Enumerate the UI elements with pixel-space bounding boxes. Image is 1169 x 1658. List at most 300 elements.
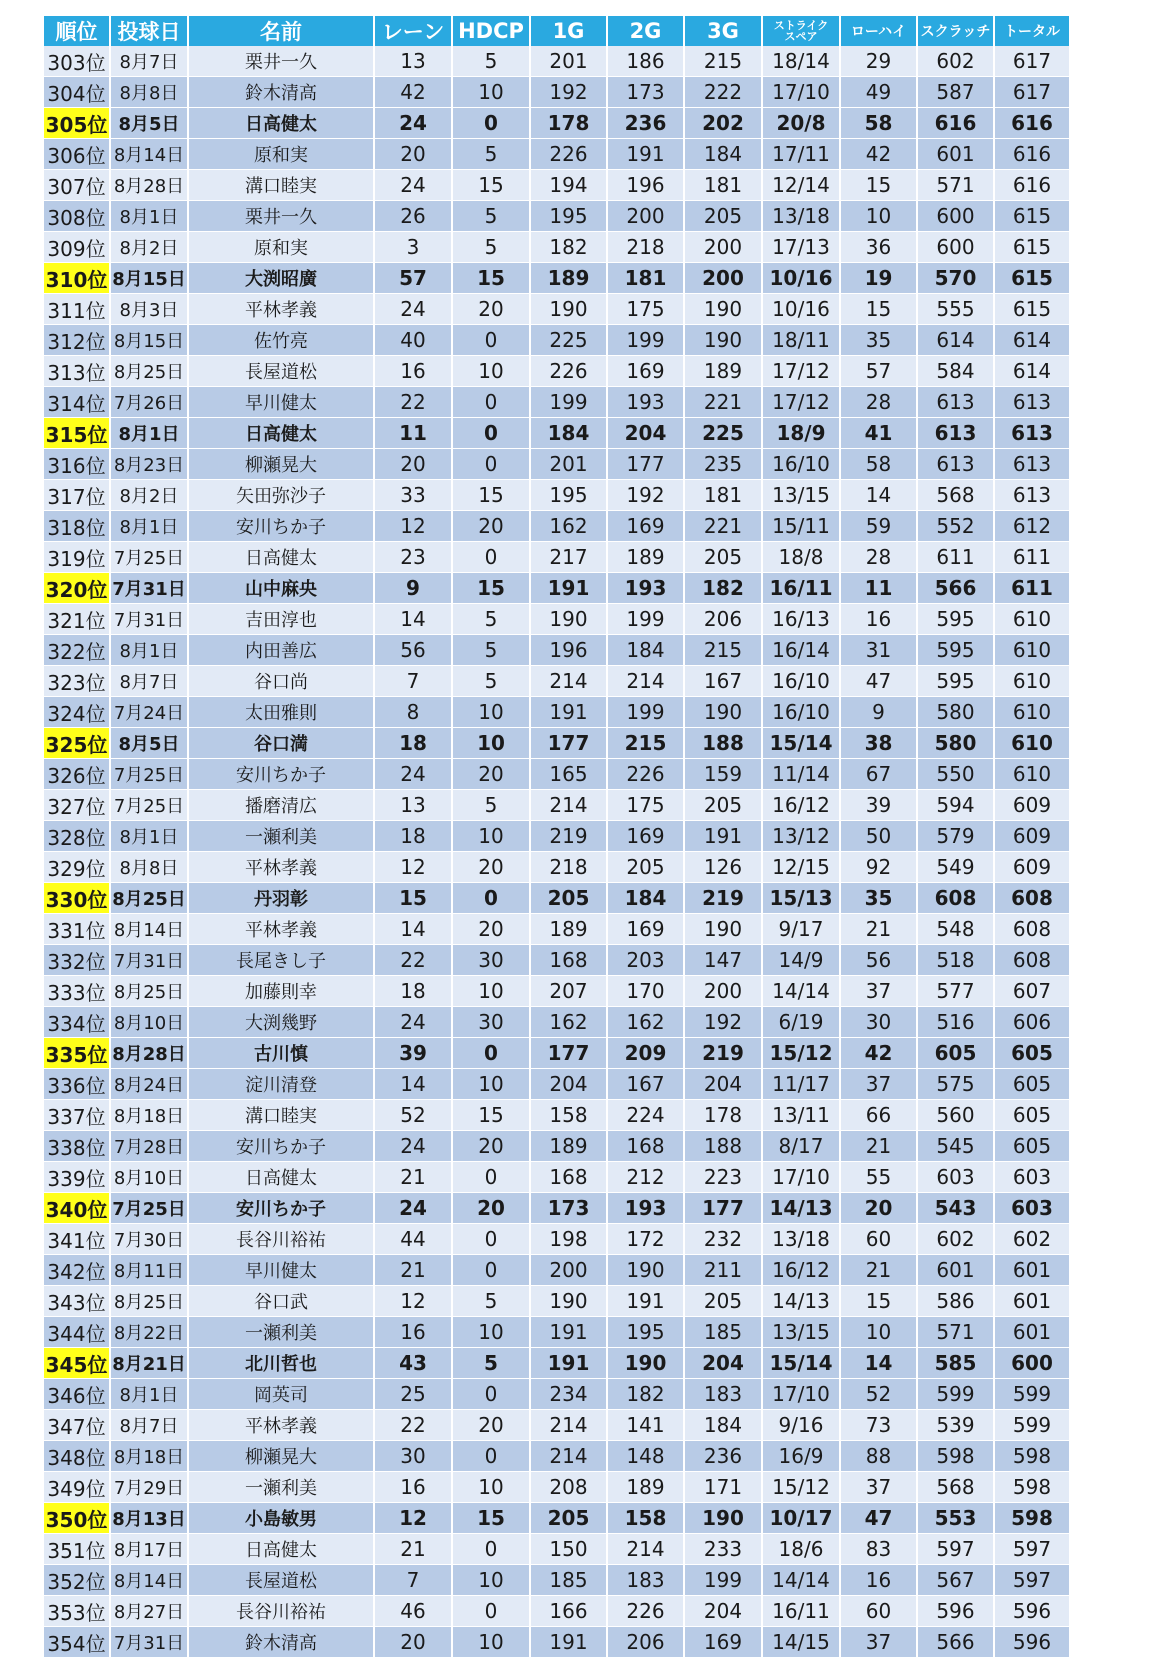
game-2-cell: 148 [607,1441,684,1472]
lane-cell: 21 [374,1255,452,1286]
lane-cell: 22 [374,945,452,976]
scratch-cell: 548 [917,914,994,945]
table-row [44,635,1070,666]
game-1-cell: 195 [530,201,607,232]
hdcp-cell: 0 [452,883,530,914]
lane-cell: 20 [374,139,452,170]
rank-cell: 336位 [44,1069,110,1100]
name-cell: 岡英司 [188,1379,374,1410]
scratch-cell: 571 [917,1317,994,1348]
game-2-cell: 224 [607,1100,684,1131]
scratch-cell: 587 [917,77,994,108]
strike-spare-cell: 9/17 [762,914,840,945]
game-1-cell: 189 [530,1131,607,1162]
table-row [44,232,1070,263]
strike-spare-cell: 16/11 [762,1596,840,1627]
table-row [44,46,1070,77]
name-cell: 内田善広 [188,635,374,666]
total-cell: 596 [994,1596,1070,1627]
low-high-cell: 59 [840,511,917,542]
game-3-cell: 232 [684,1224,762,1255]
strike-spare-cell: 13/18 [762,201,840,232]
game-2-cell: 172 [607,1224,684,1255]
lane-cell: 56 [374,635,452,666]
total-cell: 615 [994,294,1070,325]
game-2-cell: 192 [607,480,684,511]
table-row [44,728,1070,759]
hdcp-cell: 0 [452,1596,530,1627]
rank-cell: 339位 [44,1162,110,1193]
scratch-cell: 613 [917,449,994,480]
table-row [44,511,1070,542]
game-3-cell: 190 [684,325,762,356]
lane-cell: 22 [374,1410,452,1441]
total-cell: 598 [994,1503,1070,1534]
date-cell: 8月3日 [110,294,188,325]
low-high-cell: 21 [840,1255,917,1286]
table-row [44,1379,1070,1410]
hdcp-cell: 0 [452,1162,530,1193]
header-low-high: ローハイ [840,16,917,46]
date-cell: 8月14日 [110,139,188,170]
hdcp-cell: 20 [452,1410,530,1441]
strike-spare-cell: 12/15 [762,852,840,883]
name-cell: 日高健太 [188,418,374,449]
rank-cell: 352位 [44,1565,110,1596]
scratch-cell: 595 [917,604,994,635]
rank-cell: 317位 [44,480,110,511]
strike-spare-cell: 8/17 [762,1131,840,1162]
game-1-cell: 162 [530,511,607,542]
game-1-cell: 190 [530,294,607,325]
table-row [44,1131,1070,1162]
low-high-cell: 92 [840,852,917,883]
rank-cell: 328位 [44,821,110,852]
strike-spare-cell: 6/19 [762,1007,840,1038]
strike-spare-cell: 10/17 [762,1503,840,1534]
game-1-cell: 190 [530,604,607,635]
name-cell: 播磨清広 [188,790,374,821]
game-2-cell: 190 [607,1348,684,1379]
lane-cell: 11 [374,418,452,449]
total-cell: 608 [994,945,1070,976]
game-2-cell: 200 [607,201,684,232]
name-cell: 栗井一久 [188,201,374,232]
rank-cell: 319位 [44,542,110,573]
rank-cell: 325位 [44,728,110,759]
name-cell: 丹羽彰 [188,883,374,914]
game-1-cell: 198 [530,1224,607,1255]
name-cell: 安川ちか子 [188,1131,374,1162]
hdcp-cell: 0 [452,387,530,418]
total-cell: 602 [994,1224,1070,1255]
game-1-cell: 189 [530,914,607,945]
scratch-cell: 611 [917,542,994,573]
rank-cell: 351位 [44,1534,110,1565]
total-cell: 599 [994,1379,1070,1410]
total-cell: 610 [994,728,1070,759]
table-row [44,1441,1070,1472]
total-cell: 608 [994,914,1070,945]
game-3-cell: 205 [684,790,762,821]
game-2-cell: 186 [607,46,684,77]
scratch-cell: 567 [917,1565,994,1596]
game-2-cell: 141 [607,1410,684,1441]
scratch-cell: 549 [917,852,994,883]
game-1-cell: 201 [530,449,607,480]
game-3-cell: 225 [684,418,762,449]
lane-cell: 12 [374,1503,452,1534]
table-row [44,759,1070,790]
game-2-cell: 170 [607,976,684,1007]
game-1-cell: 190 [530,1286,607,1317]
strike-spare-cell: 18/6 [762,1534,840,1565]
strike-spare-cell: 13/18 [762,1224,840,1255]
strike-spare-cell: 15/13 [762,883,840,914]
game-2-cell: 189 [607,542,684,573]
game-1-cell: 225 [530,325,607,356]
date-cell: 7月25日 [110,1193,188,1224]
hdcp-cell: 5 [452,790,530,821]
low-high-cell: 36 [840,232,917,263]
rank-cell: 307位 [44,170,110,201]
date-cell: 8月13日 [110,1503,188,1534]
strike-spare-cell: 17/11 [762,139,840,170]
scratch-cell: 613 [917,418,994,449]
low-high-cell: 50 [840,821,917,852]
strike-spare-cell: 13/15 [762,1317,840,1348]
rank-cell: 348位 [44,1441,110,1472]
hdcp-cell: 0 [452,449,530,480]
total-cell: 601 [994,1317,1070,1348]
strike-spare-cell: 13/12 [762,821,840,852]
hdcp-cell: 20 [452,511,530,542]
date-cell: 8月8日 [110,77,188,108]
date-cell: 8月17日 [110,1534,188,1565]
name-cell: 長屋道松 [188,356,374,387]
ranking-table [44,16,1071,1658]
header-strike-label: ストライク [773,19,829,32]
game-2-cell: 205 [607,852,684,883]
scratch-cell: 597 [917,1534,994,1565]
date-cell: 7月24日 [110,697,188,728]
game-1-cell: 189 [530,263,607,294]
scratch-cell: 552 [917,511,994,542]
rank-cell: 311位 [44,294,110,325]
scratch-cell: 575 [917,1069,994,1100]
date-cell: 8月8日 [110,852,188,883]
table-row [44,1596,1070,1627]
game-2-cell: 193 [607,1193,684,1224]
name-cell: 矢田弥沙子 [188,480,374,511]
game-1-cell: 191 [530,1627,607,1658]
hdcp-cell: 10 [452,1317,530,1348]
table-row [44,480,1070,511]
game-3-cell: 219 [684,883,762,914]
game-3-cell: 147 [684,945,762,976]
total-cell: 612 [994,511,1070,542]
total-cell: 609 [994,790,1070,821]
scratch-cell: 543 [917,1193,994,1224]
game-3-cell: 204 [684,1069,762,1100]
game-1-cell: 165 [530,759,607,790]
low-high-cell: 58 [840,108,917,139]
lane-cell: 24 [374,108,452,139]
scratch-cell: 595 [917,666,994,697]
game-2-cell: 203 [607,945,684,976]
game-3-cell: 233 [684,1534,762,1565]
low-high-cell: 42 [840,139,917,170]
date-cell: 7月25日 [110,790,188,821]
header-hdcp: HDCP [452,16,530,46]
low-high-cell: 73 [840,1410,917,1441]
table-row [44,263,1070,294]
game-2-cell: 226 [607,759,684,790]
lane-cell: 12 [374,511,452,542]
strike-spare-cell: 16/11 [762,573,840,604]
rank-cell: 314位 [44,387,110,418]
name-cell: 柳瀬晃大 [188,449,374,480]
table-row [44,1069,1070,1100]
table-row [44,821,1070,852]
strike-spare-cell: 17/10 [762,1379,840,1410]
game-1-cell: 205 [530,1503,607,1534]
table-row [44,1565,1070,1596]
hdcp-cell: 20 [452,1131,530,1162]
name-cell: 谷口尚 [188,666,374,697]
date-cell: 8月2日 [110,232,188,263]
hdcp-cell: 0 [452,1038,530,1069]
date-cell: 8月10日 [110,1162,188,1193]
total-cell: 611 [994,573,1070,604]
game-1-cell: 226 [530,356,607,387]
hdcp-cell: 0 [452,1224,530,1255]
game-3-cell: 177 [684,1193,762,1224]
strike-spare-cell: 16/9 [762,1441,840,1472]
low-high-cell: 60 [840,1596,917,1627]
date-cell: 8月25日 [110,976,188,1007]
scratch-cell: 566 [917,1627,994,1658]
lane-cell: 13 [374,790,452,821]
hdcp-cell: 0 [452,418,530,449]
strike-spare-cell: 16/10 [762,449,840,480]
rank-cell: 310位 [44,263,110,294]
total-cell: 610 [994,635,1070,666]
scratch-cell: 580 [917,697,994,728]
rank-cell: 306位 [44,139,110,170]
date-cell: 7月25日 [110,759,188,790]
table-row [44,914,1070,945]
lane-cell: 13 [374,46,452,77]
total-cell: 613 [994,480,1070,511]
strike-spare-cell: 18/9 [762,418,840,449]
rank-cell: 335位 [44,1038,110,1069]
name-cell: 早川健太 [188,1255,374,1286]
total-cell: 610 [994,666,1070,697]
game-2-cell: 184 [607,883,684,914]
hdcp-cell: 15 [452,263,530,294]
scratch-cell: 595 [917,635,994,666]
game-2-cell: 214 [607,1534,684,1565]
total-cell: 601 [994,1255,1070,1286]
low-high-cell: 15 [840,170,917,201]
hdcp-cell: 5 [452,232,530,263]
date-cell: 8月18日 [110,1441,188,1472]
low-high-cell: 20 [840,1193,917,1224]
game-3-cell: 192 [684,1007,762,1038]
total-cell: 611 [994,542,1070,573]
lane-cell: 18 [374,821,452,852]
rank-cell: 320位 [44,573,110,604]
table-row [44,1038,1070,1069]
date-cell: 8月15日 [110,325,188,356]
game-1-cell: 214 [530,1441,607,1472]
game-3-cell: 211 [684,1255,762,1286]
low-high-cell: 11 [840,573,917,604]
scratch-cell: 518 [917,945,994,976]
game-1-cell: 173 [530,1193,607,1224]
name-cell: 長谷川裕祐 [188,1596,374,1627]
date-cell: 8月25日 [110,1286,188,1317]
game-2-cell: 168 [607,1131,684,1162]
scratch-cell: 601 [917,1255,994,1286]
date-cell: 8月25日 [110,883,188,914]
total-cell: 610 [994,759,1070,790]
total-cell: 600 [994,1348,1070,1379]
game-3-cell: 171 [684,1472,762,1503]
game-3-cell: 189 [684,356,762,387]
hdcp-cell: 30 [452,1007,530,1038]
strike-spare-cell: 17/12 [762,356,840,387]
lane-cell: 7 [374,666,452,697]
rank-cell: 332位 [44,945,110,976]
strike-spare-cell: 15/12 [762,1472,840,1503]
date-cell: 8月1日 [110,821,188,852]
rank-cell: 326位 [44,759,110,790]
hdcp-cell: 0 [452,325,530,356]
date-cell: 7月31日 [110,604,188,635]
total-cell: 616 [994,139,1070,170]
game-1-cell: 184 [530,418,607,449]
lane-cell: 43 [374,1348,452,1379]
rank-cell: 338位 [44,1131,110,1162]
low-high-cell: 52 [840,1379,917,1410]
strike-spare-cell: 14/13 [762,1286,840,1317]
total-cell: 613 [994,449,1070,480]
date-cell: 7月31日 [110,1627,188,1658]
strike-spare-cell: 16/14 [762,635,840,666]
rank-cell: 315位 [44,418,110,449]
hdcp-cell: 0 [452,542,530,573]
game-3-cell: 188 [684,728,762,759]
scratch-cell: 600 [917,201,994,232]
hdcp-cell: 0 [452,1379,530,1410]
game-1-cell: 218 [530,852,607,883]
lane-cell: 3 [374,232,452,263]
lane-cell: 21 [374,1162,452,1193]
game-3-cell: 200 [684,232,762,263]
game-2-cell: 206 [607,1627,684,1658]
low-high-cell: 88 [840,1441,917,1472]
date-cell: 8月1日 [110,1379,188,1410]
name-cell: 佐竹亮 [188,325,374,356]
rank-cell: 341位 [44,1224,110,1255]
scratch-cell: 601 [917,139,994,170]
name-cell: 平林孝義 [188,1410,374,1441]
hdcp-cell: 0 [452,1441,530,1472]
low-high-cell: 10 [840,201,917,232]
rank-cell: 353位 [44,1596,110,1627]
scratch-cell: 577 [917,976,994,1007]
date-cell: 7月30日 [110,1224,188,1255]
name-cell: 安川ちか子 [188,1193,374,1224]
date-cell: 8月5日 [110,728,188,759]
name-cell: 谷口武 [188,1286,374,1317]
date-cell: 8月1日 [110,635,188,666]
lane-cell: 26 [374,201,452,232]
game-1-cell: 207 [530,976,607,1007]
hdcp-cell: 10 [452,697,530,728]
name-cell: 安川ちか子 [188,759,374,790]
game-1-cell: 219 [530,821,607,852]
scratch-cell: 616 [917,108,994,139]
game-1-cell: 204 [530,1069,607,1100]
game-1-cell: 201 [530,46,607,77]
game-1-cell: 196 [530,635,607,666]
game-3-cell: 202 [684,108,762,139]
table-row [44,449,1070,480]
game-3-cell: 183 [684,1379,762,1410]
low-high-cell: 56 [840,945,917,976]
scratch-cell: 585 [917,1348,994,1379]
game-1-cell: 199 [530,387,607,418]
lane-cell: 24 [374,294,452,325]
table-row [44,1472,1070,1503]
game-1-cell: 217 [530,542,607,573]
scratch-cell: 602 [917,1224,994,1255]
header-date: 投球日 [110,16,188,46]
date-cell: 7月31日 [110,945,188,976]
table-row [44,356,1070,387]
scratch-cell: 584 [917,356,994,387]
hdcp-cell: 10 [452,1472,530,1503]
header-name: 名前 [188,16,374,46]
game-1-cell: 195 [530,480,607,511]
total-cell: 614 [994,325,1070,356]
strike-spare-cell: 16/12 [762,790,840,821]
scratch-cell: 553 [917,1503,994,1534]
table-row [44,1627,1070,1658]
lane-cell: 15 [374,883,452,914]
game-1-cell: 200 [530,1255,607,1286]
header-strike-spare [762,16,840,46]
scratch-cell: 594 [917,790,994,821]
game-1-cell: 178 [530,108,607,139]
game-1-cell: 192 [530,77,607,108]
hdcp-cell: 10 [452,1069,530,1100]
strike-spare-cell: 15/11 [762,511,840,542]
total-cell: 598 [994,1441,1070,1472]
table-row [44,1348,1070,1379]
total-cell: 610 [994,604,1070,635]
game-2-cell: 189 [607,1472,684,1503]
strike-spare-cell: 17/12 [762,387,840,418]
hdcp-cell: 0 [452,108,530,139]
game-3-cell: 185 [684,1317,762,1348]
game-2-cell: 191 [607,139,684,170]
table-row [44,201,1070,232]
date-cell: 8月21日 [110,1348,188,1379]
